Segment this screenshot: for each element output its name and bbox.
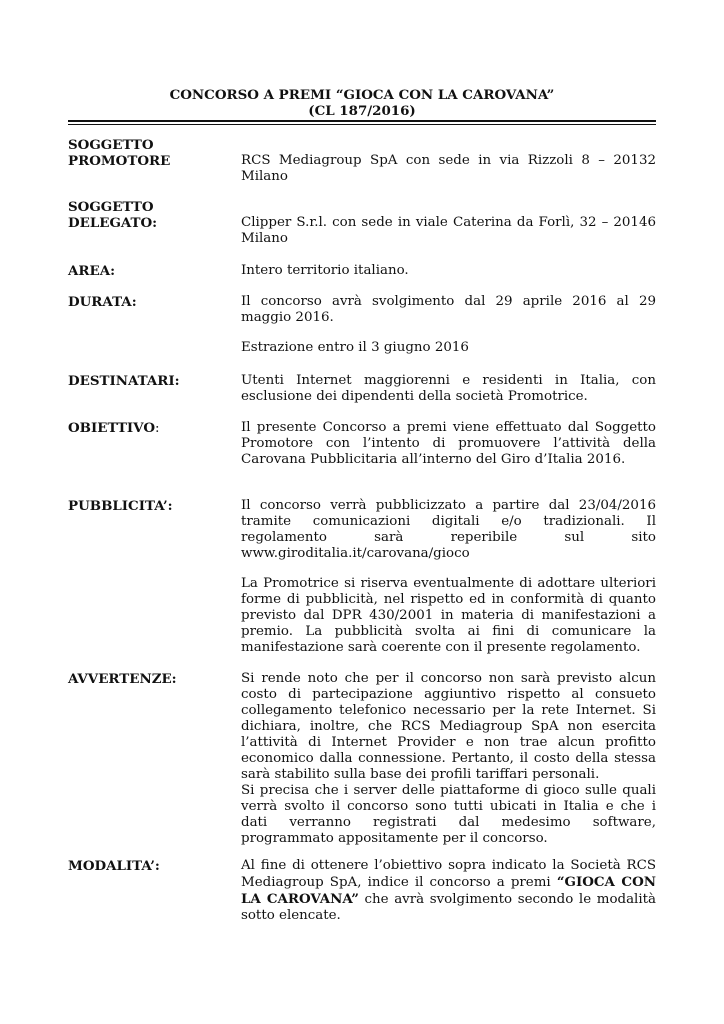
text-modalita bbox=[241, 858, 656, 924]
paragraph: Utenti Internet maggiorenni e residenti in Italia, con esclusione dei dipendenti della società Promotrice. bbox=[241, 373, 656, 404]
text-soggetto-delegato bbox=[241, 215, 656, 247]
label-area: AREA: bbox=[68, 263, 116, 279]
text-durata bbox=[241, 294, 656, 356]
label-line: DELEGATO: bbox=[68, 215, 158, 231]
document-title bbox=[68, 87, 656, 119]
text-soggetto-promotore bbox=[241, 153, 656, 185]
paragraph: RCS Mediagroup SpA con sede in via Rizzoli 8 – 20132 Milano bbox=[241, 153, 656, 184]
paragraph: Si rende noto che per il concorso non sarà previsto alcun costo di partecipazione aggiuntivo rispetto al consueto collegamento telefonico necessario per la rete Internet. Si dichiara, inoltre, che RCS Mediagroup SpA non esercita l’attività di Internet Provider e non trae alcun profitto economico dalla connessione. Pertanto, il costo della stessa sarà stabilito sulla base dei profili tariffari personali. bbox=[241, 671, 656, 782]
label-line: SOGGETTO bbox=[68, 199, 154, 215]
text-area bbox=[241, 263, 656, 279]
title-line-1: CONCORSO A PREMI “GIOCA CON LA CAROVANA” bbox=[169, 87, 555, 103]
text-run: che avrà svolgimento secondo le modalità sotto elencate. bbox=[241, 892, 656, 923]
label-suffix: : bbox=[155, 421, 160, 436]
text-pubblicita bbox=[241, 498, 656, 656]
paragraph: Estrazione entro il 3 giugno 2016 bbox=[241, 340, 469, 355]
label-pubblicita: PUBBLICITA’: bbox=[68, 498, 173, 514]
contest-name-bold: “GIOCA CON LA CAROVANA” bbox=[241, 874, 656, 907]
title-divider-thin bbox=[68, 124, 656, 125]
title-line-2: (CL 187/2016) bbox=[308, 103, 416, 119]
text-run: Al fine di ottenere l’obiettivo sopra indicato la Società RCS Mediagroup SpA, indice il concorso a premi bbox=[241, 858, 656, 890]
paragraph: Si precisa che i server delle piattaforme di gioco sulle quali verrà svolto il concorso sono tutti ubicati in Italia e che i dati verranno registrati dal medesimo software, programmato appositamente per il concorso. bbox=[241, 783, 656, 846]
paragraph: Il concorso verrà pubblicizzato a partire dal 23/04/2016 tramite comunicazioni digitali e/o tradizionali. Il regolamento sarà reperibile sul sito www.giroditalia.it/carovana/gioco bbox=[241, 498, 656, 561]
label-soggetto-delegato bbox=[68, 199, 233, 231]
title-divider-thick bbox=[68, 120, 656, 122]
text-obiettivo bbox=[241, 420, 656, 468]
label-line: PROMOTORE bbox=[68, 153, 171, 169]
paragraph: La Promotrice si riserva eventualmente di adottare ulteriori forme di pubblicità, nel rispetto ed in conformità di quanto previsto dal DPR 430/2001 in materia di manifestazioni a premio. La pubblicità svolta ai fini di comunicare la manifestazione sarà coerente con il presente regolamento. bbox=[241, 576, 656, 655]
label-avvertenze: AVVERTENZE: bbox=[68, 671, 177, 687]
paragraph: Intero territorio italiano. bbox=[241, 263, 409, 278]
label-line: SOGGETTO bbox=[68, 137, 154, 153]
paragraph: Clipper S.r.l. con sede in viale Caterina da Forlì, 32 – 20146 Milano bbox=[241, 215, 656, 246]
label-modalita: MODALITA’: bbox=[68, 858, 160, 874]
paragraph: Il concorso avrà svolgimento dal 29 aprile 2016 al 29 maggio 2016. bbox=[241, 294, 656, 325]
label-text: OBIETTIVO bbox=[68, 420, 155, 436]
label-durata: DURATA: bbox=[68, 294, 137, 310]
label-obiettivo bbox=[68, 420, 233, 437]
label-soggetto-promotore bbox=[68, 137, 233, 169]
text-avvertenze bbox=[241, 671, 656, 847]
text-destinatari bbox=[241, 373, 656, 405]
label-destinatari: DESTINATARI: bbox=[68, 373, 180, 389]
paragraph: Il presente Concorso a premi viene effettuato dal Soggetto Promotore con l’intento di promuovere l’attività della Carovana Pubblicitaria all’interno del Giro d’Italia 2016. bbox=[241, 420, 656, 467]
paragraph bbox=[241, 858, 656, 924]
